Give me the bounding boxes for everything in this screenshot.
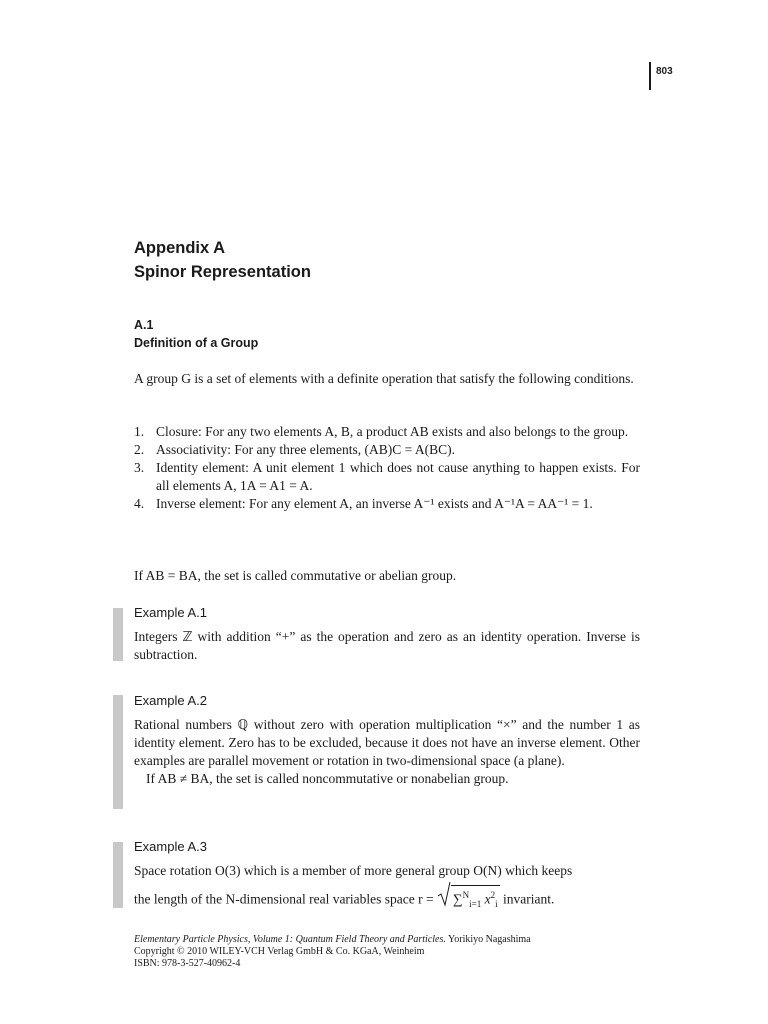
- appendix-title: Spinor Representation: [134, 263, 311, 281]
- section-heading: [134, 316, 258, 352]
- example-title: Example A.2: [134, 693, 207, 708]
- example-title: Example A.1: [134, 605, 207, 620]
- intro-paragraph: A group G is a set of elements with a definite operation that satisfy the following conditions.: [134, 371, 634, 386]
- radical-sign: [437, 881, 451, 907]
- commutative-paragraph: If AB = BA, the set is called commutative or abelian group.: [134, 568, 457, 583]
- list-item: 1. Closure: For any two elements A, B, a product AB exists and also belongs to the group.: [134, 424, 629, 439]
- isbn-line: ISBN: 978-3-527-40962-4: [134, 958, 241, 969]
- list-item: 4. Inverse element: For any element A, an inverse A⁻¹ exists and A⁻¹A = AA⁻¹ = 1.: [134, 496, 593, 511]
- copyright-footer: [134, 934, 531, 970]
- example-marker-bar: [113, 842, 123, 908]
- appendix-label: Appendix A: [134, 239, 226, 257]
- author: Yorikiyo Nagashima: [448, 934, 531, 945]
- example-marker-bar: [113, 695, 123, 809]
- list-item: 3. Identity element: A unit element 1 which does not cause anything to happen exists. For all elements A, 1A = A1 = A.: [134, 460, 640, 493]
- example-body: Space rotation O(3) which is a member of more general group O(N) which keeps the length of the N-dimensional real variables space r = ∑$^N_{i=1}$ $x^2_i$ invariant.: [134, 862, 640, 913]
- page-number: 803: [656, 66, 673, 77]
- copyright-line: Copyright © 2010 WILEY-VCH Verlag GmbH & Co. KGaA, Weinheim: [134, 946, 425, 957]
- group-conditions-list: [134, 423, 640, 513]
- sqrt-expression: ∑$^N_{i=1}$ $x^2_i$: [437, 885, 500, 913]
- list-item: 2. Associativity: For any three elements, (AB)C = A(BC).: [134, 442, 455, 457]
- book-title: Elementary Particle Physics, Volume 1: Quantum Field Theory and Particles.: [134, 934, 446, 945]
- section-number: A.1: [134, 318, 154, 332]
- example-body: Integers ℤ with addition “+” as the operation and zero as an identity operation. Inverse is subtraction.: [134, 629, 640, 662]
- example-body: Rational numbers ℚ without zero with operation multiplication “×” and the number 1 as identity element. Zero has to be excluded, because it does not have an inverse element. Other examples are parallel movement or rotation in two-dimensional space (a plane). If AB ≠ BA, the set is called noncommutative or nonabelian group.: [134, 717, 640, 786]
- page-number-rule: [649, 62, 651, 90]
- example-title: Example A.3: [134, 839, 207, 854]
- section-title: Definition of a Group: [134, 336, 259, 350]
- example-marker-bar: [113, 608, 123, 661]
- appendix-heading: [134, 236, 311, 284]
